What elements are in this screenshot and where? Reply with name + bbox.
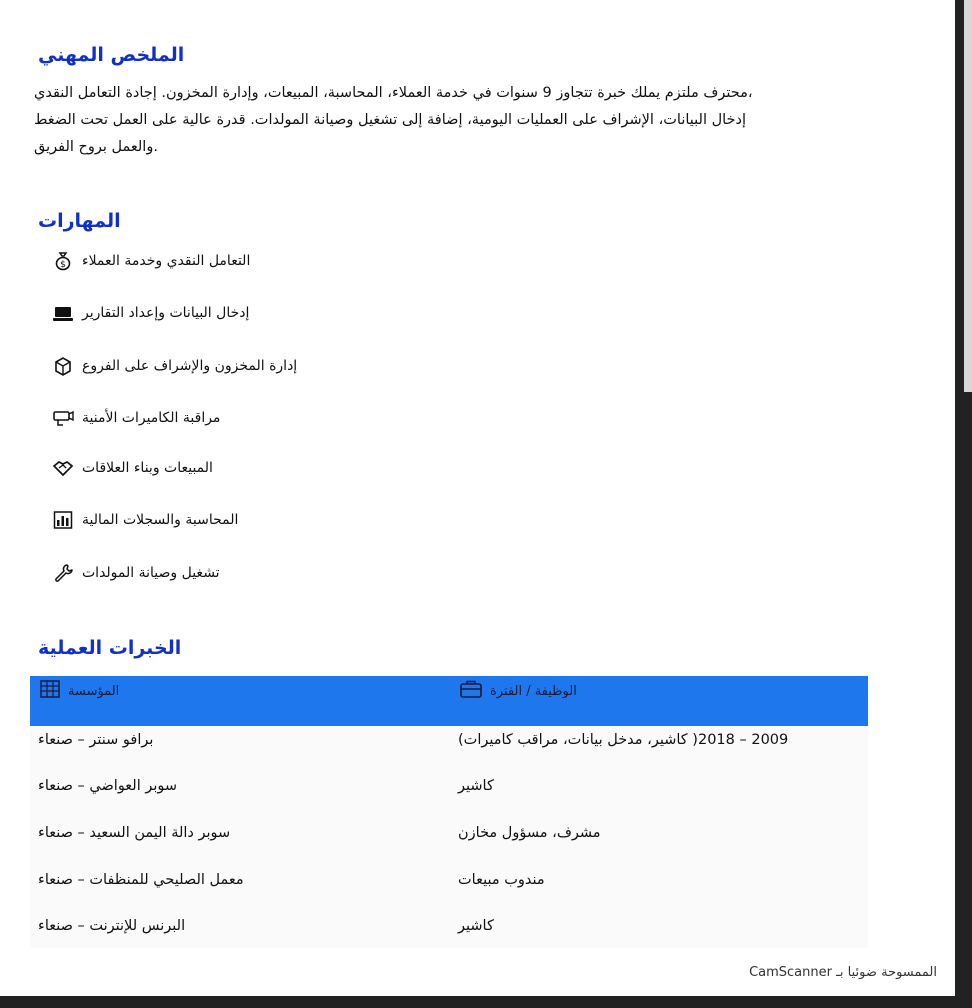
organization-cell: سوبر العواضي – صنعاء [38,778,178,794]
position-cell: مشرف، مسؤول مخازن [458,825,601,841]
table-row [30,726,868,766]
table-row [30,819,868,859]
summary-line: .والعمل بروح الفريق [34,139,158,155]
money-bag-icon [52,250,74,272]
laptop-icon [52,302,74,324]
skill-item [52,353,297,379]
summary-line: إدخال البيانات، الإشراف على العمليات اليومية، إضافة إلى تشغيل وصيانة المولدات. قدرة عالية على العمل تحت الضغط [34,112,746,128]
handshake-icon [52,457,74,479]
skill-item [52,405,220,431]
position-header-label: الوظيفة / الفترة [490,683,577,699]
summary-paragraph [34,80,840,161]
organization-header-label: المؤسسة [68,683,120,699]
organization-cell: برافو سنتر – صنعاء [38,732,154,748]
experience-table-header [30,676,868,726]
organization-column-header [40,680,119,702]
position-cell: مندوب مبيعات [458,872,545,888]
position-cell: كاشير [458,778,494,794]
skill-item [52,560,220,586]
security-camera-icon [52,407,74,429]
organization-cell: معمل الصليحي للمنظفات – صنعاء [38,872,244,888]
organization-cell: سوبر دالة اليمن السعيد – صنعاء [38,825,231,841]
skill-label: إدارة المخزون والإشراف على الفروع [82,358,298,374]
skill-label: إدخال البيانات وإعداد التقارير [82,305,250,321]
wrench-icon [52,562,74,584]
table-row [30,772,868,812]
scrollbar[interactable] [964,0,972,392]
summary-line: ،محترف ملتزم يملك خبرة تتجاوز 9 سنوات في خدمة العملاء، المحاسبة، المبيعات، وإدارة المخزون. إجادة التعامل النقدي [34,85,753,101]
skill-item [52,455,213,481]
skill-label: المحاسبة والسجلات المالية [82,512,239,528]
skill-item [52,507,238,533]
bar-chart-icon [52,509,74,531]
organization-cell: البرنس للإنترنت – صنعاء [38,918,186,934]
svg-text:$: $ [60,260,66,270]
skills-heading: المهارات [38,210,121,232]
position-column-header [460,680,577,702]
skill-label: التعامل النقدي وخدمة العملاء [82,253,251,269]
skill-item [52,248,250,274]
skill-label: تشغيل وصيانة المولدات [82,565,220,581]
skill-item [52,300,249,326]
position-cell: كاشير [458,918,494,934]
building-icon [40,680,60,702]
skill-label: مراقبة الكاميرات الأمنية [82,410,221,426]
skill-label: المبيعات وبناء العلاقات [82,460,213,476]
table-row [30,866,868,906]
position-cell: (كاشير، مدخل بيانات، مراقب كاميرات )2009 – 2018 [458,732,789,748]
table-row [30,912,868,952]
experience-table-body [30,726,868,948]
inventory-box-icon [52,355,74,377]
briefcase-icon [460,680,482,702]
camscanner-footer: الممسوحة ضوئيا بـ CamScanner [749,965,937,980]
experience-heading: الخبرات العملية [38,637,182,659]
summary-heading: الملخص المهني [38,44,185,66]
